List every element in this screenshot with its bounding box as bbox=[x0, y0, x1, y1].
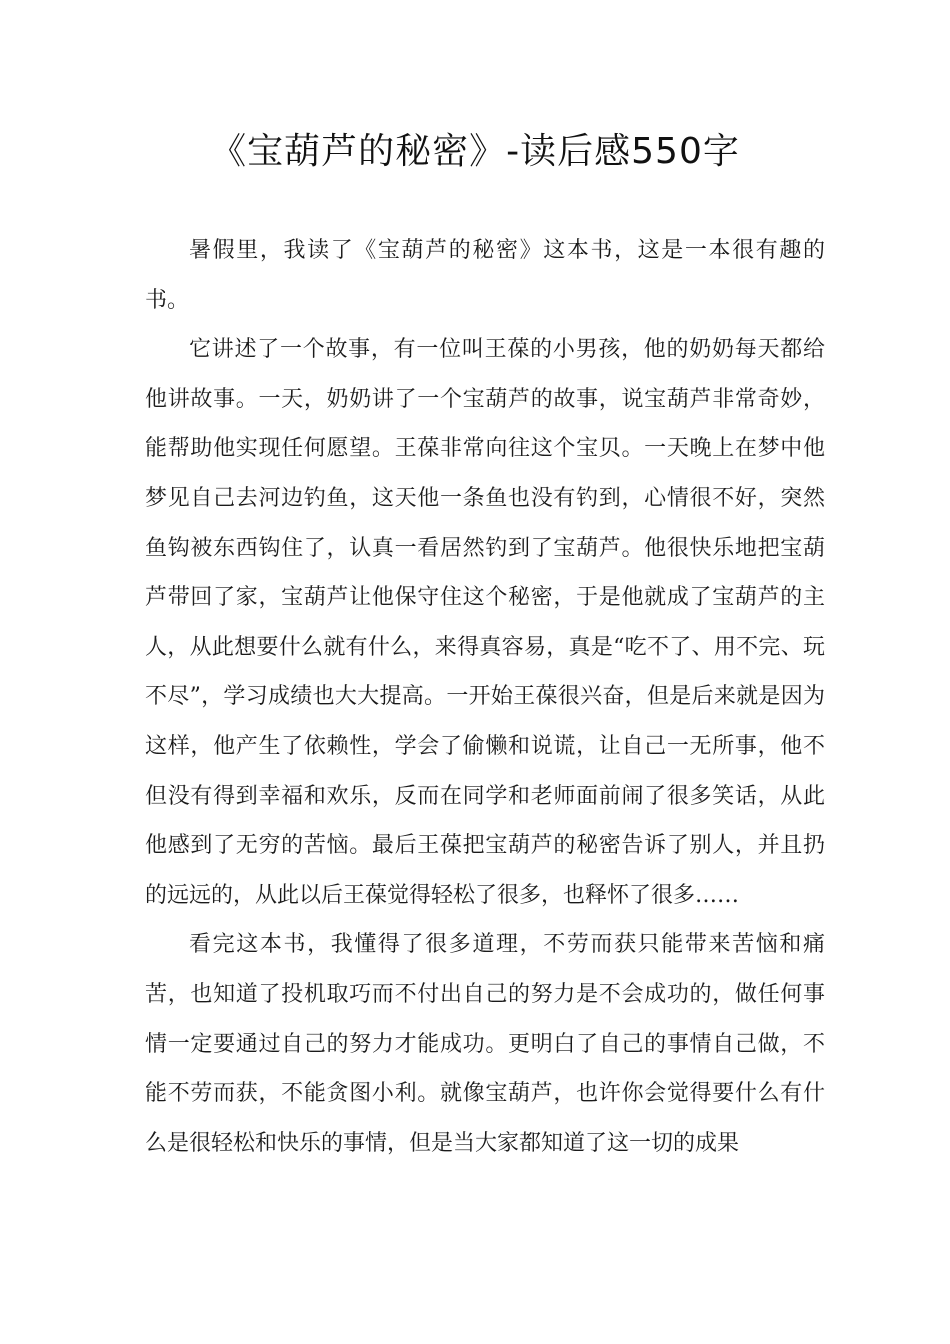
document-title: 《宝葫芦的秘密》-读后感550字 bbox=[210, 131, 740, 172]
document-body bbox=[145, 226, 825, 1168]
paragraph-story: 它讲述了一个故事，有一位叫王葆的小男孩，他的奶奶每天都给他讲故事。一天，奶奶讲了一个宝葫芦的故事，说宝葫芦非常奇妙，能帮助他实现任何愿望。王葆非常向往这个宝贝。一天晚上在梦中他梦见自己去河边钓鱼，这天他一条鱼也没有钓到，心情很不好，突然鱼钩被东西钩住了，认真一看居然钓到了宝葫芦。他很快乐地把宝葫芦带回了家，宝葫芦让他保守住这个秘密，于是他就成了宝葫芦的主人，从此想要什么就有什么，来得真容易，真是“吃不了、用不完、玩不尽”，学习成绩也大大提高。一开始王葆很兴奋，但是后来就是因为这样，他产生了依赖性，学会了偷懒和说谎，让自己一无所事，他不但没有得到幸福和欢乐，反而在同学和老师面前闹了很多笑话，从此他感到了无穷的苦恼。最后王葆把宝葫芦的秘密告诉了别人，并且扔的远远的，从此以后王葆觉得轻松了很多，也释怀了很多…… bbox=[145, 337, 825, 908]
paragraph-intro: 暑假里，我读了《宝葫芦的秘密》这本书，这是一本很有趣的书。 bbox=[145, 238, 825, 313]
paragraph-reflection: 看完这本书，我懂得了很多道理，不劳而获只能带来苦恼和痛苦，也知道了投机取巧而不付出自己的努力是不会成功的，做任何事情一定要通过自己的努力才能成功。更明白了自己的事情自己做，不能不劳而获，不能贪图小利。就像宝葫芦，也许你会觉得要什么有什么是很轻松和快乐的事情，但是当大家都知道了这一切的成果 bbox=[145, 932, 825, 1156]
